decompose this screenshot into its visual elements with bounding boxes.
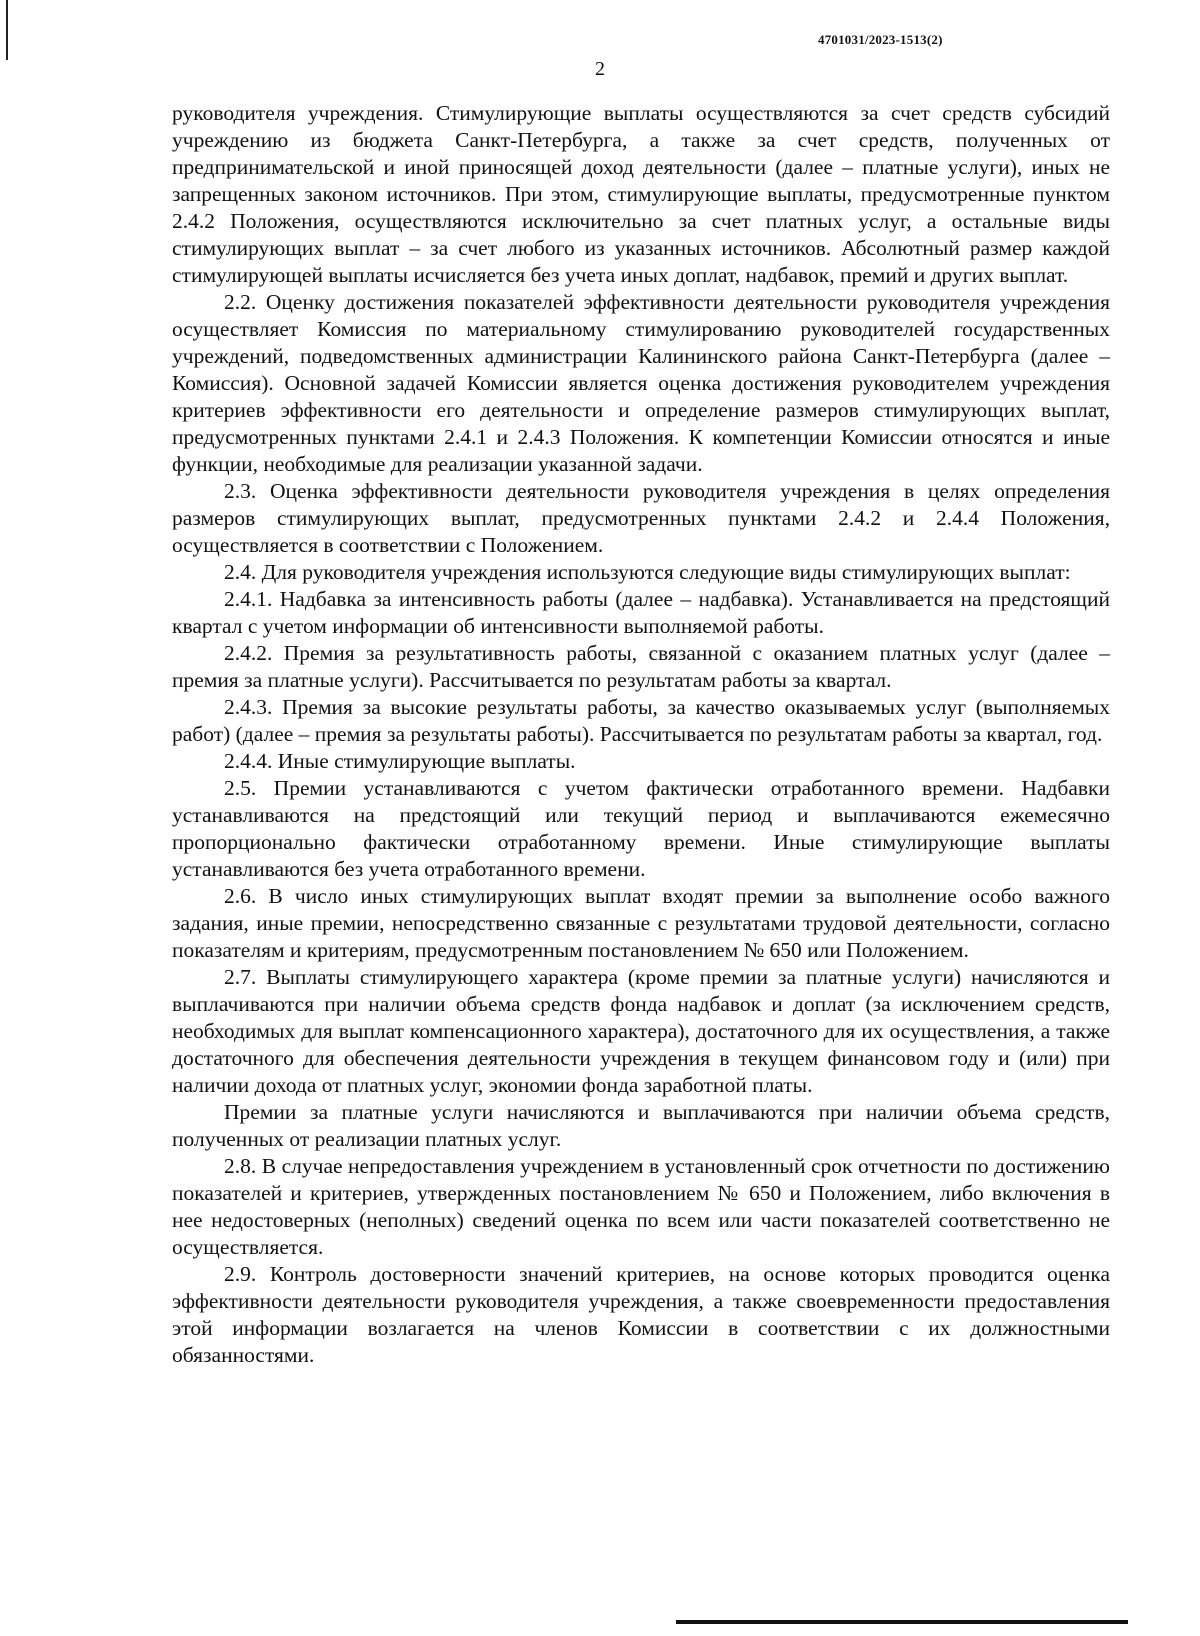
document-number: 4701031/2023-1513(2)	[818, 32, 943, 47]
paragraph-2-9: 2.9. Контроль достоверности значений критериев, на основе которых проводится оценка эффективности деятельности руководителя учреждения, а также своевременности предоставления этой информации возлагается на членов Комиссии в соответствии с их должностными обязанностями.	[172, 1262, 1110, 1367]
paragraph-continuation: руководителя учреждения. Стимулирующие выплаты осуществляются за счет средств субсидий учреждению из бюджета Санкт-Петербурга, а также за счет средств, полученных от предпринимательской и иной приносящей доход деятельности (далее – платные услуги), иных не запрещенных законом источников. При этом, стимулирующие выплаты, предусмотренные пунктом 2.4.2 Положения, осуществляются исключительно за счет платных услуг, а остальные виды стимулирующих выплат – за счет любого из указанных источников. Абсолютный размер каждой стимулирующей выплаты исчисляется без учета иных доплат, надбавок, премий и других выплат.	[172, 101, 1110, 287]
page-number: 2	[595, 58, 605, 80]
paragraph-2-7-premia: Премии за платные услуги начисляются и выплачиваются при наличии объема средств, полученных от реализации платных услуг.	[172, 1100, 1110, 1151]
footer-rule	[676, 1620, 1128, 1624]
paragraph-2-3: 2.3. Оценка эффективности деятельности руководителя учреждения в целях определения размеров стимулирующих выплат, предусмотренных пунктами 2.4.2 и 2.4.4 Положения, осуществляется в соответствии с Положением.	[172, 479, 1110, 557]
paragraph-2-7: 2.7. Выплаты стимулирующего характера (кроме премии за платные услуги) начисляются и выплачиваются при наличии объема средств фонда надбавок и доплат (за исключением средств, необходимых для выплат компенсационного характера), достаточного для их осуществления, а также достаточного для обеспечения деятельности учреждения в текущем финансовом году и (или) при наличии дохода от платных услуг, экономии фонда заработной платы.	[172, 965, 1110, 1097]
paragraph-2-6: 2.6. В число иных стимулирующих выплат входят премии за выполнение особо важного задания, иные премии, непосредственно связанные с результатами трудовой деятельности, согласно показателям и критериям, предусмотренным постановлением № 650 или Положением.	[172, 884, 1110, 962]
paragraph-2-5: 2.5. Премии устанавливаются с учетом фактически отработанного времени. Надбавки устанавливаются на предстоящий или текущий период и выплачиваются ежемесячно пропорционально фактически отработанному времени. Иные стимулирующие выплаты устанавливаются без учета отработанного времени.	[172, 776, 1110, 881]
paragraph-2-4-3: 2.4.3. Премия за высокие результаты работы, за качество оказываемых услуг (выполняемых работ) (далее – премия за результаты работы). Рассчитывается по результатам работы за квартал, год.	[172, 695, 1110, 746]
paragraph-2-4-4: 2.4.4. Иные стимулирующие выплаты.	[224, 749, 576, 773]
document-body	[172, 100, 1110, 1369]
paragraph-2-8: 2.8. В случае непредоставления учреждением в установленный срок отчетности по достижению показателей и критериев, утвержденных постановлением № 650 и Положением, либо включения в нее недостоверных (неполных) сведений оценка по всем или части показателей соответственно не осуществляется.	[172, 1154, 1110, 1259]
paragraph-2-2: 2.2. Оценку достижения показателей эффективности деятельности руководителя учреждения осуществляет Комиссия по материальному стимулированию руководителей государственных учреждений, подведомственных администрации Калининского района Санкт-Петербурга (далее – Комиссия). Основной задачей Комиссии является оценка достижения руководителем учреждения критериев эффективности его деятельности и определение размеров стимулирующих выплат, предусмотренных пунктами 2.4.1 и 2.4.3 Положения. К компетенции Комиссии относятся и иные функции, необходимые для реализации указанной задачи.	[172, 290, 1110, 476]
scan-edge-mark	[6, 0, 8, 60]
paragraph-2-4-1: 2.4.1. Надбавка за интенсивность работы (далее – надбавка). Устанавливается на предстоящий квартал с учетом информации об интенсивности выполняемой работы.	[172, 587, 1110, 638]
paragraph-2-4: 2.4. Для руководителя учреждения используются следующие виды стимулирующих выплат:	[224, 560, 1071, 584]
paragraph-2-4-2: 2.4.2. Премия за результативность работы, связанной с оказанием платных услуг (далее – премия за платные услуги). Рассчитывается по результатам работы за квартал.	[172, 641, 1110, 692]
